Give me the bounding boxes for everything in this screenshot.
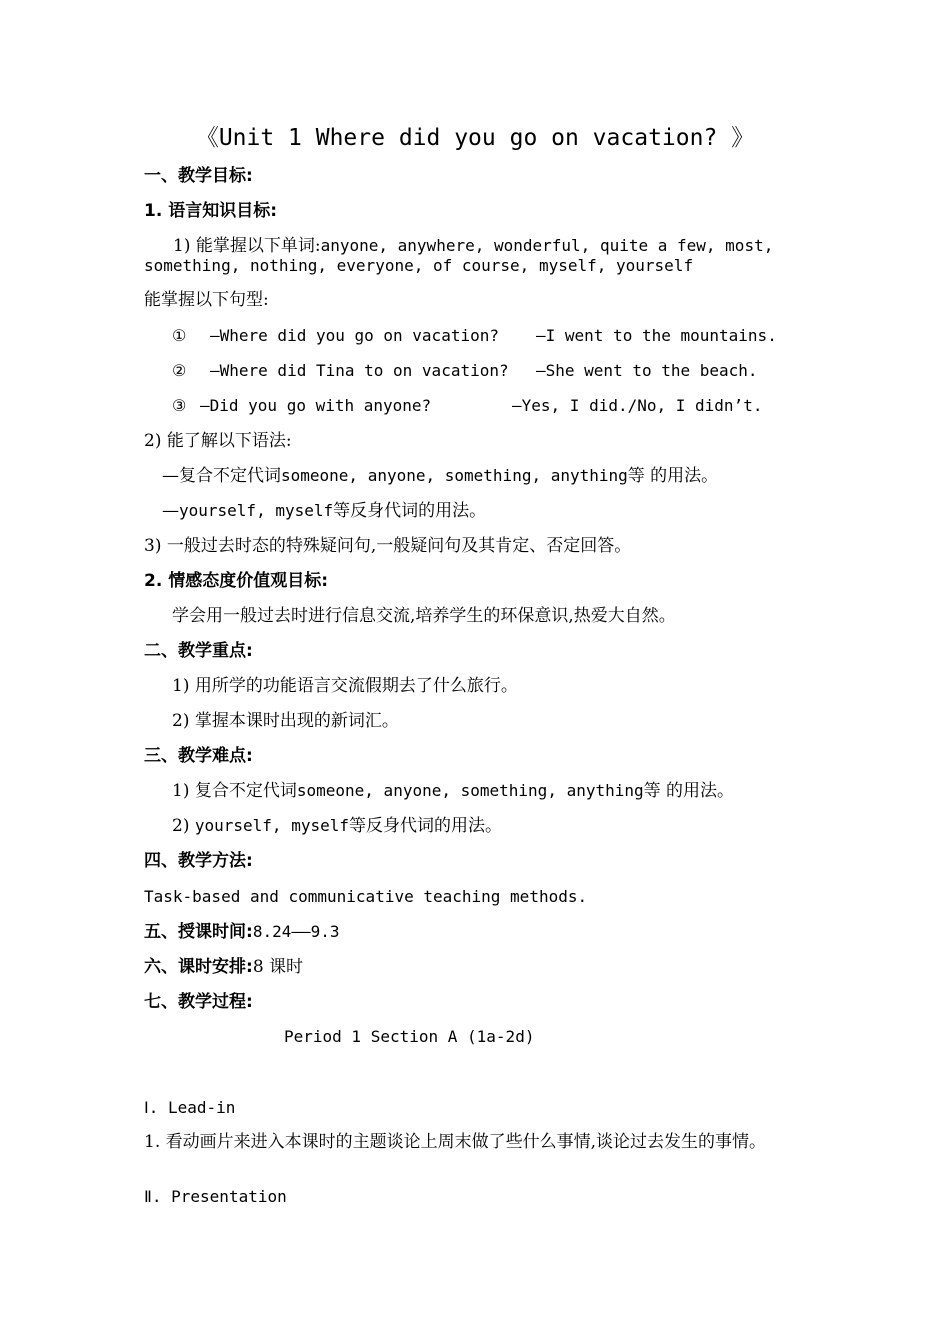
sentence-pattern-2 bbox=[172, 361, 812, 381]
grammar-item-2-suffix: 等反身代词的用法。 bbox=[333, 501, 487, 521]
difficulty-1-suffix: 等 的用法。 bbox=[643, 781, 735, 801]
sentence-number: ① bbox=[172, 326, 187, 345]
grammar-item-2-words: yourself, myself bbox=[179, 501, 334, 520]
difficulty-2 bbox=[172, 816, 502, 836]
difficulty-1-words: someone, anyone, something, anything bbox=[296, 781, 644, 800]
sentence-pattern-3 bbox=[172, 396, 812, 416]
difficulty-1-prefix: 1) 复合不定代词 bbox=[172, 781, 297, 801]
grammar-item-1-suffix: 等 的用法。 bbox=[627, 466, 719, 486]
sentence-answer: —I went to the mountains. bbox=[536, 326, 777, 345]
section-heading-periods: 六、课时安排: bbox=[144, 957, 253, 977]
section-heading-objectives: 一、教学目标: bbox=[144, 166, 253, 186]
sentence-number: ② bbox=[172, 361, 187, 380]
presentation-heading: Ⅱ. Presentation bbox=[144, 1187, 287, 1206]
emotion-goal-text: 学会用一般过去时进行信息交流,培养学生的环保意识,热爱大自然。 bbox=[172, 606, 676, 626]
lead-in-heading: Ⅰ. Lead-in bbox=[144, 1098, 236, 1117]
periods-value: 8 课时 bbox=[252, 957, 304, 977]
sentences-intro: 能掌握以下句型: bbox=[144, 290, 269, 310]
grammar-item-1-prefix: —复合不定代词 bbox=[162, 466, 281, 486]
difficulty-2-suffix: 等反身代词的用法。 bbox=[348, 816, 502, 836]
teaching-time-value: 8.24——9.3 bbox=[252, 922, 340, 941]
periods-line bbox=[144, 957, 303, 977]
section-heading-methods: 四、教学方法: bbox=[144, 851, 253, 871]
sentence-pattern-1 bbox=[172, 326, 812, 346]
lead-in-item-1: 1. 看动画片来进入本课时的主题谈论上周末做了些什么事情,谈论过去发生的事情。 bbox=[144, 1132, 767, 1152]
difficulty-1 bbox=[172, 781, 734, 801]
subheading-emotion-goals: 2. 情感态度价值观目标: bbox=[144, 571, 329, 591]
sentence-answer: —She went to the beach. bbox=[536, 361, 758, 380]
section-heading-process: 七、教学过程: bbox=[144, 992, 253, 1012]
grammar-item-1-words: someone, anyone, something, anything bbox=[281, 466, 628, 485]
vocabulary-paragraph bbox=[144, 236, 806, 276]
sentence-question: —Where did you go on vacation? bbox=[210, 326, 499, 345]
difficulty-2-words: yourself, myself bbox=[194, 816, 349, 835]
subheading-language-knowledge: 1. 语言知识目标: bbox=[144, 201, 278, 221]
sentence-question: —Where did Tina to on vacation? bbox=[210, 361, 509, 380]
difficulty-2-prefix: 2) bbox=[172, 816, 195, 836]
key-point-1: 1) 用所学的功能语言交流假期去了什么旅行。 bbox=[172, 676, 518, 696]
section-heading-time: 五、授课时间: bbox=[144, 922, 253, 942]
sentence-number: ③ bbox=[172, 396, 187, 415]
grammar-item-2 bbox=[162, 501, 486, 521]
grammar-item-2-prefix: — bbox=[162, 501, 179, 521]
grammar-item-1 bbox=[162, 466, 718, 486]
teaching-methods-text: Task-based and communicative teaching methods. bbox=[144, 887, 588, 906]
grammar-intro: 2) 能了解以下语法: bbox=[144, 431, 292, 451]
teaching-time-line bbox=[144, 922, 340, 942]
section-heading-key-points: 二、教学重点: bbox=[144, 641, 253, 661]
vocabulary-intro: 1) 能掌握以下单词: bbox=[173, 236, 321, 256]
grammar-item-3: 3) 一般过去时态的特殊疑问句,一般疑问句及其肯定、否定回答。 bbox=[144, 536, 632, 556]
key-point-2: 2) 掌握本课时出现的新词汇。 bbox=[172, 711, 399, 731]
vocabulary-words: anyone, anywhere, wonderful, quite a few, most, something, nothing, everyone, of course, myself, yourself bbox=[144, 236, 774, 275]
document-title: 《Unit 1 Where did you go on vacation? 》 bbox=[195, 125, 755, 151]
period-title: Period 1 Section A (1a-2d) bbox=[284, 1027, 535, 1046]
sentence-answer: —Yes, I did./No, I didn’t. bbox=[512, 396, 763, 415]
section-heading-difficulties: 三、教学难点: bbox=[144, 746, 253, 766]
sentence-question: —Did you go with anyone? bbox=[200, 396, 432, 415]
